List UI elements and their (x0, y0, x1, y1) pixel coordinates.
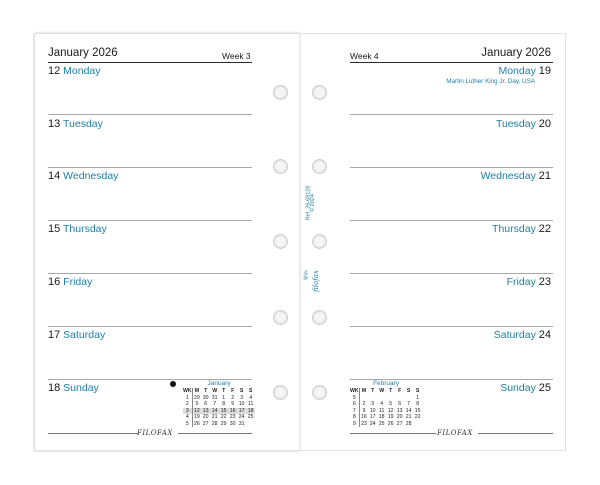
day-friday-16: 16 Friday (48, 276, 93, 288)
day-monday-19: Monday 19 (498, 65, 551, 77)
mini-calendar-title: February (373, 380, 400, 387)
right-page (300, 33, 566, 451)
day-saturday-17: 17 Saturday (48, 329, 106, 341)
day-sunday-18: 18 Sunday (48, 382, 99, 394)
right-header-rule (350, 62, 553, 63)
day-divider (350, 273, 553, 274)
day-divider (350, 326, 553, 327)
day-saturday-24: Saturday 24 (493, 329, 551, 341)
day-friday-23: Friday 23 (506, 276, 551, 288)
punch-hole (273, 385, 288, 400)
left-header-rule (48, 62, 252, 63)
day-thursday-22: Thursday 22 (492, 223, 551, 235)
day-divider (48, 326, 252, 327)
mini-calendar-title: January (207, 380, 231, 387)
new-moon-icon (170, 381, 176, 387)
day-divider (48, 114, 252, 115)
day-tuesday-13: 13 Tuesday (48, 118, 103, 130)
footer-rule-right (478, 433, 553, 434)
spine-copyright: © 2024 (309, 194, 316, 212)
left-week-number: Week 3 (222, 51, 251, 61)
day-monday-12: 12 Monday (48, 65, 101, 77)
right-month-year: January 2026 (481, 47, 551, 59)
footer-rule-left (350, 433, 436, 434)
punch-hole (273, 85, 288, 100)
left-month-year: January 2026 (48, 47, 118, 59)
holiday-note: Martin Luther King Jr. Day, USA (446, 78, 535, 85)
footer-rule-left (48, 433, 138, 434)
day-divider (48, 273, 252, 274)
mini-calendar-february: February WK M T W T F S S 5 1 6 2 3 4 5 6 7 8 7 9 10 11 12 13 14 15 8 16 17 18 19 20 21 22 9 23 24 25 26 27 28 (350, 380, 421, 427)
day-divider (48, 220, 252, 221)
day-divider (350, 114, 553, 115)
footer-rule-right (178, 433, 252, 434)
left-page (34, 33, 300, 451)
spine-brand-logo: filofax (311, 270, 320, 292)
day-tuesday-20: Tuesday 20 (495, 118, 551, 130)
brand-logo: FILOFAX (437, 429, 473, 437)
day-divider (350, 167, 553, 168)
day-wednesday-21: Wednesday 21 (480, 170, 551, 182)
day-thursday-15: 15 Thursday (48, 223, 107, 235)
punch-hole (273, 310, 288, 325)
punch-hole (273, 159, 288, 174)
day-divider (350, 220, 553, 221)
brand-logo: FILOFAX (137, 429, 173, 437)
punch-hole (273, 234, 288, 249)
day-divider (48, 167, 252, 168)
day-sunday-25: Sunday 25 (500, 382, 551, 394)
mini-calendar-january: January WK M T W T F S S 1 29 30 31 1 2 3 4 2 5 6 7 8 9 10 11 3 12 13 14 15 16 17 18 4 19 20 21 22 23 24 25 5 26 27 28 29 30 31 (183, 380, 254, 427)
spine-ref: Ref. 26-68126 (305, 185, 312, 221)
day-wednesday-14: 14 Wednesday (48, 170, 119, 182)
right-week-number: Week 4 (350, 51, 379, 61)
spine-size: Mini (303, 270, 310, 280)
